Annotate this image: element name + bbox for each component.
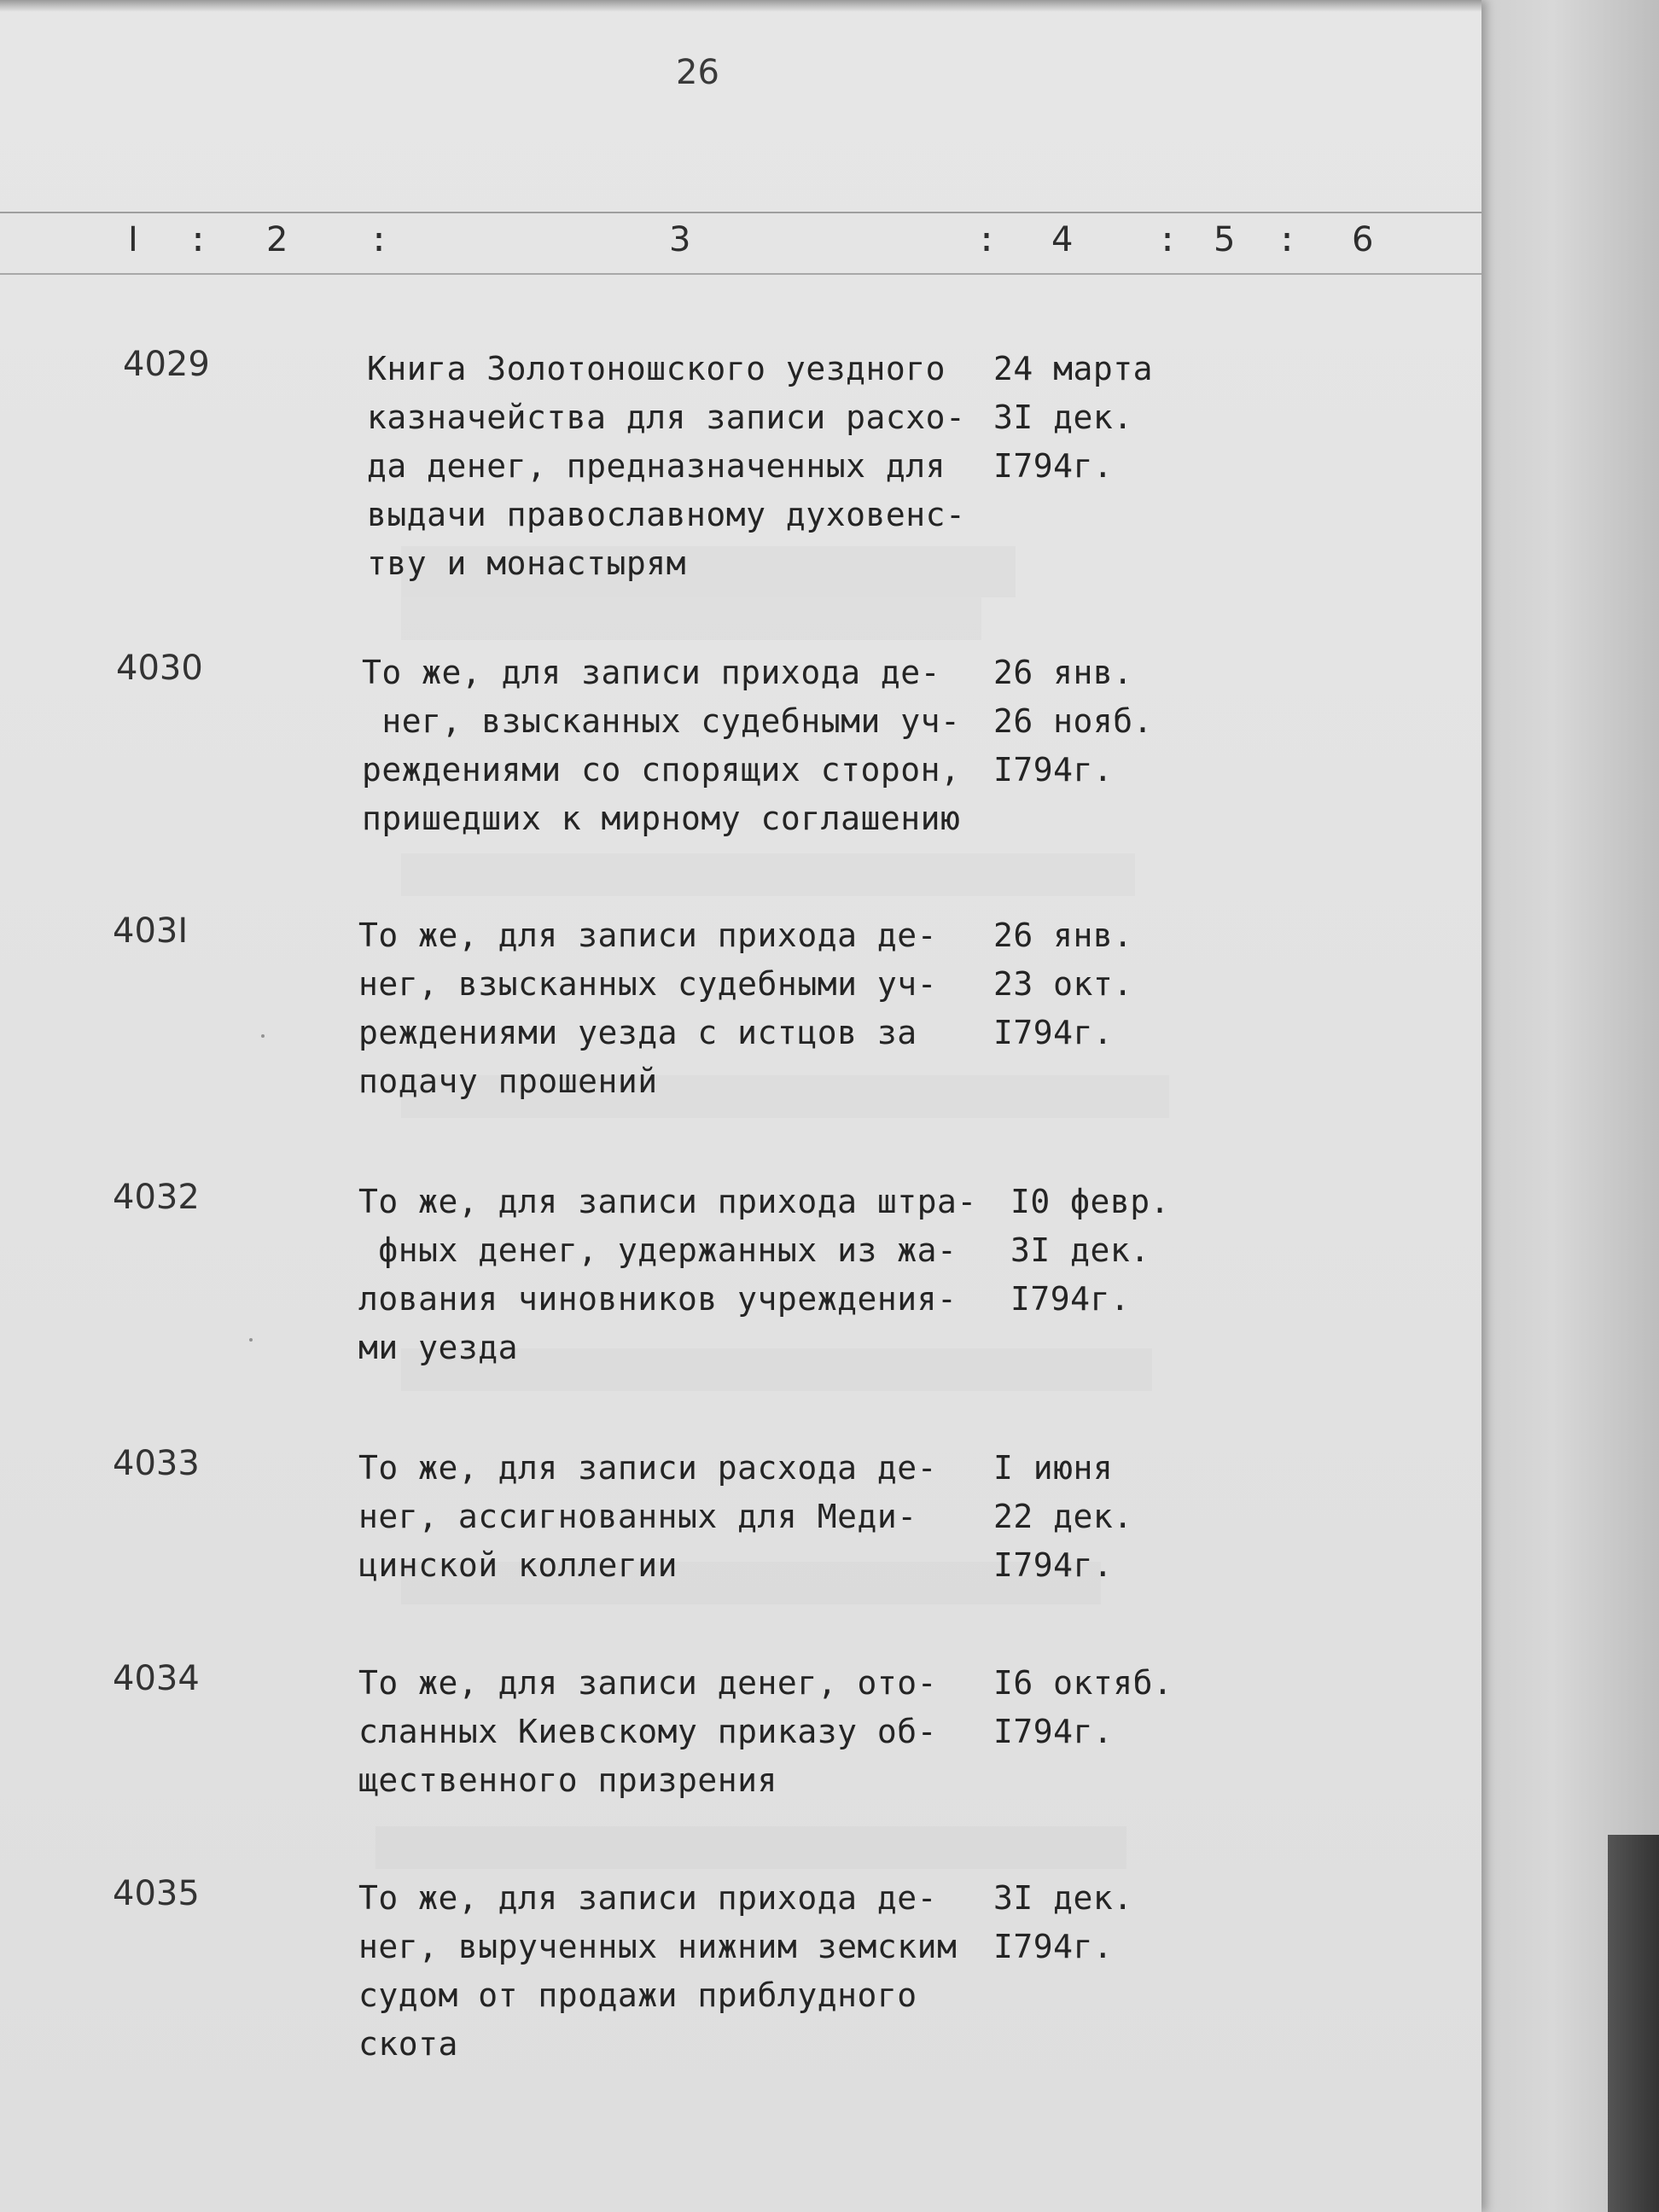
date-line: I июня [993,1449,1114,1487]
date-line: 26 янв. [993,917,1133,954]
column-header-3: 3 [669,220,691,259]
date-line: I794г. [993,1546,1114,1584]
entry-dates [993,1444,1215,1590]
header-separator: : [1157,220,1179,259]
bleed-through [375,1826,1126,1869]
date-line: I794г. [993,447,1114,485]
entry-dates [993,1659,1215,1756]
paper-speck [261,1034,265,1038]
description-line: реждениями уезда с истцов за [358,1014,917,1051]
header-separator: : [369,220,390,259]
column-header-2: 2 [266,220,288,259]
date-line: I794г. [1010,1280,1131,1318]
date-line: I794г. [993,1713,1114,1750]
column-header-1: I [128,220,138,259]
description-line: сланных Киевскому приказу об- [358,1713,937,1750]
entry-description [358,1444,990,1590]
paper-speck [249,1338,253,1342]
entry-description [367,345,998,588]
description-line: выдачи православному духовенс- [367,496,966,533]
entry-dates [993,911,1215,1057]
column-header-6: 6 [1352,220,1374,259]
date-line: 26 нояб. [993,702,1154,740]
header-separator: : [976,220,998,259]
description-line: реждениями со спорящих сторон, [362,751,961,789]
bleed-through [401,597,981,640]
entry-description [358,1659,990,1805]
date-line: 22 дек. [993,1498,1133,1535]
header-separator: : [188,220,209,259]
background-edge [1608,1835,1659,2212]
description-line: нег, взысканных судебными уч- [358,965,937,1003]
description-line: То же, для записи прихода де- [358,917,937,954]
description-line: цинской коллегии [358,1546,678,1584]
description-line: То же, для записи прихода де- [358,1879,937,1917]
description-line: То же, для записи денег, ото- [358,1664,937,1702]
entry-number: 4033 [113,1444,200,1483]
entry-number: 4030 [116,649,203,688]
column-header-band [0,212,1481,275]
date-line: I794г. [993,1014,1114,1051]
page-number: 26 [676,53,719,92]
entry-dates [993,649,1215,795]
entry-number: 4034 [113,1659,200,1698]
column-header-4: 4 [1051,220,1074,259]
date-line: I6 октяб. [993,1664,1173,1702]
header-separator: : [1277,220,1298,259]
description-line: щественного призрения [358,1761,777,1799]
description-line: То же, для записи прихода де- [362,654,940,691]
description-line: лования чиновников учреждения- [358,1280,958,1318]
date-line: I794г. [993,751,1114,789]
date-line: 3I дек. [993,399,1133,436]
description-line: казначейства для записи расхо- [367,399,966,436]
description-line: нег, ассигнованных для Меди- [358,1498,917,1535]
description-line: Книга Золотоношского уездного [367,350,946,387]
date-line: 3I дек. [1010,1231,1150,1269]
description-line: да денег, предназначенных для [367,447,946,485]
description-line: пришедших к мирному соглашению [362,800,961,837]
date-line: 3I дек. [993,1879,1133,1917]
description-line: То же, для записи расхода де- [358,1449,937,1487]
description-line: нег, вырученных нижним земским [358,1928,958,1965]
description-line: подачу прошений [358,1062,658,1100]
entry-number: 403I [113,911,189,951]
date-line: I794г. [993,1928,1114,1965]
entry-description [358,911,990,1106]
date-line: 26 янв. [993,654,1133,691]
description-line: ми уезда [358,1329,519,1366]
entry-number: 4035 [113,1874,200,1913]
description-line: То же, для записи прихода штра- [358,1183,977,1220]
description-line: нег, взысканных судебными уч- [362,702,961,740]
date-line: 24 марта [993,350,1154,387]
entry-dates [1010,1178,1232,1324]
entry-description [358,1178,990,1372]
date-line: 23 окт. [993,965,1133,1003]
column-header-5: 5 [1214,220,1236,259]
entry-description [362,649,993,843]
description-line: судом от продажи приблудного [358,1976,917,2014]
entry-dates [993,1874,1215,1971]
date-line: I0 февр. [1010,1183,1171,1220]
entry-dates [993,345,1215,491]
entry-number: 4029 [123,345,210,384]
entry-number: 4032 [113,1178,200,1217]
page-top-shadow [0,0,1481,12]
description-line: тву и монастырям [367,544,687,582]
description-line: фных денег, удержанных из жа- [358,1231,958,1269]
entry-description [358,1874,990,2069]
description-line: скота [358,2025,458,2063]
bleed-through [401,853,1135,896]
